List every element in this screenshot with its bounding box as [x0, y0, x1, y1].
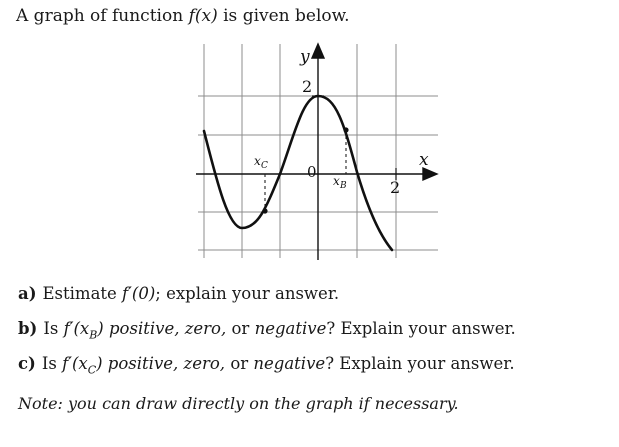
question-b-is: Is	[43, 319, 64, 338]
question-c-paren: )	[96, 354, 103, 373]
question-a	[18, 284, 339, 303]
question-b-paren: )	[97, 319, 104, 338]
y-tick-label-2: 2	[302, 77, 313, 96]
function-curve	[204, 96, 392, 250]
question-c-label: c)	[18, 354, 36, 373]
svg-text:B: B	[340, 181, 347, 191]
svg-text:x: x	[254, 154, 261, 168]
x-b-label	[333, 174, 347, 191]
origin-label: 0	[307, 163, 317, 181]
axes	[196, 44, 437, 260]
x-c-label	[254, 154, 268, 171]
question-b-math: f′(x	[63, 319, 90, 338]
question-b-label: b)	[18, 319, 38, 338]
y-axis-arrow	[312, 44, 324, 58]
question-c-options: positive, zero,	[102, 354, 231, 373]
question-c-negative: negative	[253, 354, 326, 373]
intro-before: A graph of function	[16, 6, 189, 26]
x-axis-label: x	[419, 150, 429, 170]
question-a-math: f′(0)	[122, 284, 156, 303]
question-a-label: a)	[18, 284, 37, 303]
question-c-math: f′(x	[62, 354, 88, 373]
question-a-prefix: Estimate	[42, 284, 123, 303]
question-b-negative: negative	[254, 319, 327, 338]
question-b	[18, 319, 516, 341]
question-c-or: or	[230, 354, 254, 373]
tick-marks	[312, 96, 396, 180]
svg-text:x: x	[333, 174, 340, 188]
question-c-explain: ? Explain your answer.	[325, 354, 515, 373]
question-b-sub: B	[89, 328, 98, 342]
question-c	[18, 354, 515, 376]
question-a-text: ; explain your answer.	[155, 284, 340, 303]
question-c-is: Is	[41, 354, 63, 373]
dashed-guides	[265, 130, 346, 211]
question-b-or: or	[231, 319, 255, 338]
y-axis-label: y	[300, 47, 310, 67]
question-b-explain: ? Explain your answer.	[326, 319, 516, 338]
svg-text:C: C	[261, 161, 268, 171]
intro-after: is given below.	[217, 6, 350, 26]
question-c-sub: C	[87, 363, 97, 377]
point-b	[343, 127, 348, 132]
point-c	[262, 208, 267, 213]
x-tick-label-2: 2	[390, 178, 401, 197]
intro-function: f(x)	[188, 6, 218, 26]
question-b-options: positive, zero,	[103, 319, 232, 338]
note-text: Note: you can draw directly on the graph if necessary.	[18, 394, 459, 413]
